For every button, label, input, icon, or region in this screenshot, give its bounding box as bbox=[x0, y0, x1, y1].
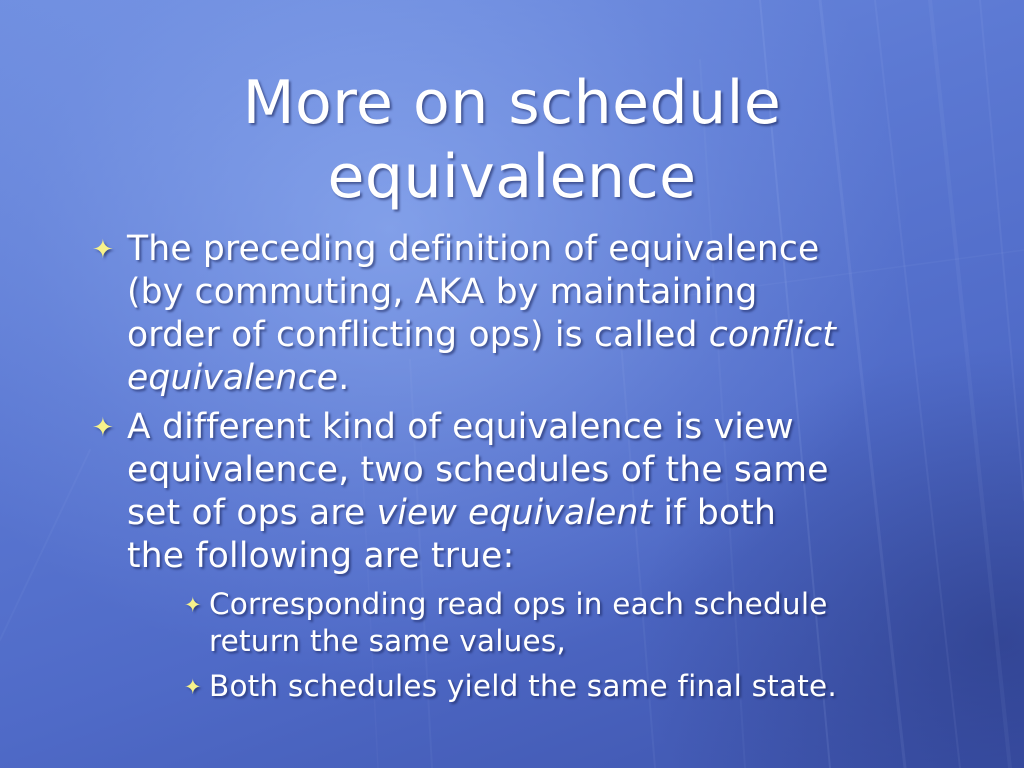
slide-title-line: More on schedule bbox=[242, 68, 782, 138]
sub-bullet-text-line: Both schedules yield the same final state. bbox=[209, 669, 837, 703]
bullet-item bbox=[90, 406, 950, 705]
bullet-text: set of ops are bbox=[127, 493, 377, 533]
bullet-text-line: equivalence, two schedules of the same bbox=[127, 450, 829, 490]
sub-bullet-item bbox=[172, 586, 950, 660]
four-point-star-icon: ✦ bbox=[92, 413, 114, 443]
bullet-text-line bbox=[127, 314, 950, 357]
four-point-star-icon: ✦ bbox=[184, 675, 202, 699]
sub-bullet-item bbox=[172, 668, 950, 705]
bullet-text-line: A different kind of equivalence is view bbox=[127, 407, 794, 447]
bullet-text: if both bbox=[652, 493, 777, 533]
sub-bullet-text-line: return the same values, bbox=[209, 624, 567, 658]
bullet-text: . bbox=[338, 358, 350, 398]
italic-term: equivalence bbox=[127, 358, 339, 398]
slide-title-line: equivalence bbox=[327, 142, 697, 212]
bullet-text-line bbox=[127, 357, 950, 400]
bullet-text-line: The preceding definition of equivalence bbox=[127, 229, 820, 269]
italic-term: view equivalent bbox=[376, 493, 653, 533]
bullet-item bbox=[90, 228, 950, 400]
bullet-list bbox=[90, 228, 950, 711]
bullet-text: order of conflicting ops) is called bbox=[127, 315, 709, 355]
bullet-text-line: the following are true: bbox=[127, 536, 515, 576]
sub-bullet-list bbox=[127, 586, 950, 705]
slide-title bbox=[120, 66, 904, 214]
italic-term: conflict bbox=[708, 315, 837, 355]
four-point-star-icon: ✦ bbox=[92, 235, 114, 265]
bullet-text-line bbox=[127, 492, 950, 535]
sub-bullet-text-line: Corresponding read ops in each schedule bbox=[209, 587, 828, 621]
four-point-star-icon: ✦ bbox=[184, 593, 202, 617]
bullet-text-line: (by commuting, AKA by maintaining bbox=[127, 272, 758, 312]
